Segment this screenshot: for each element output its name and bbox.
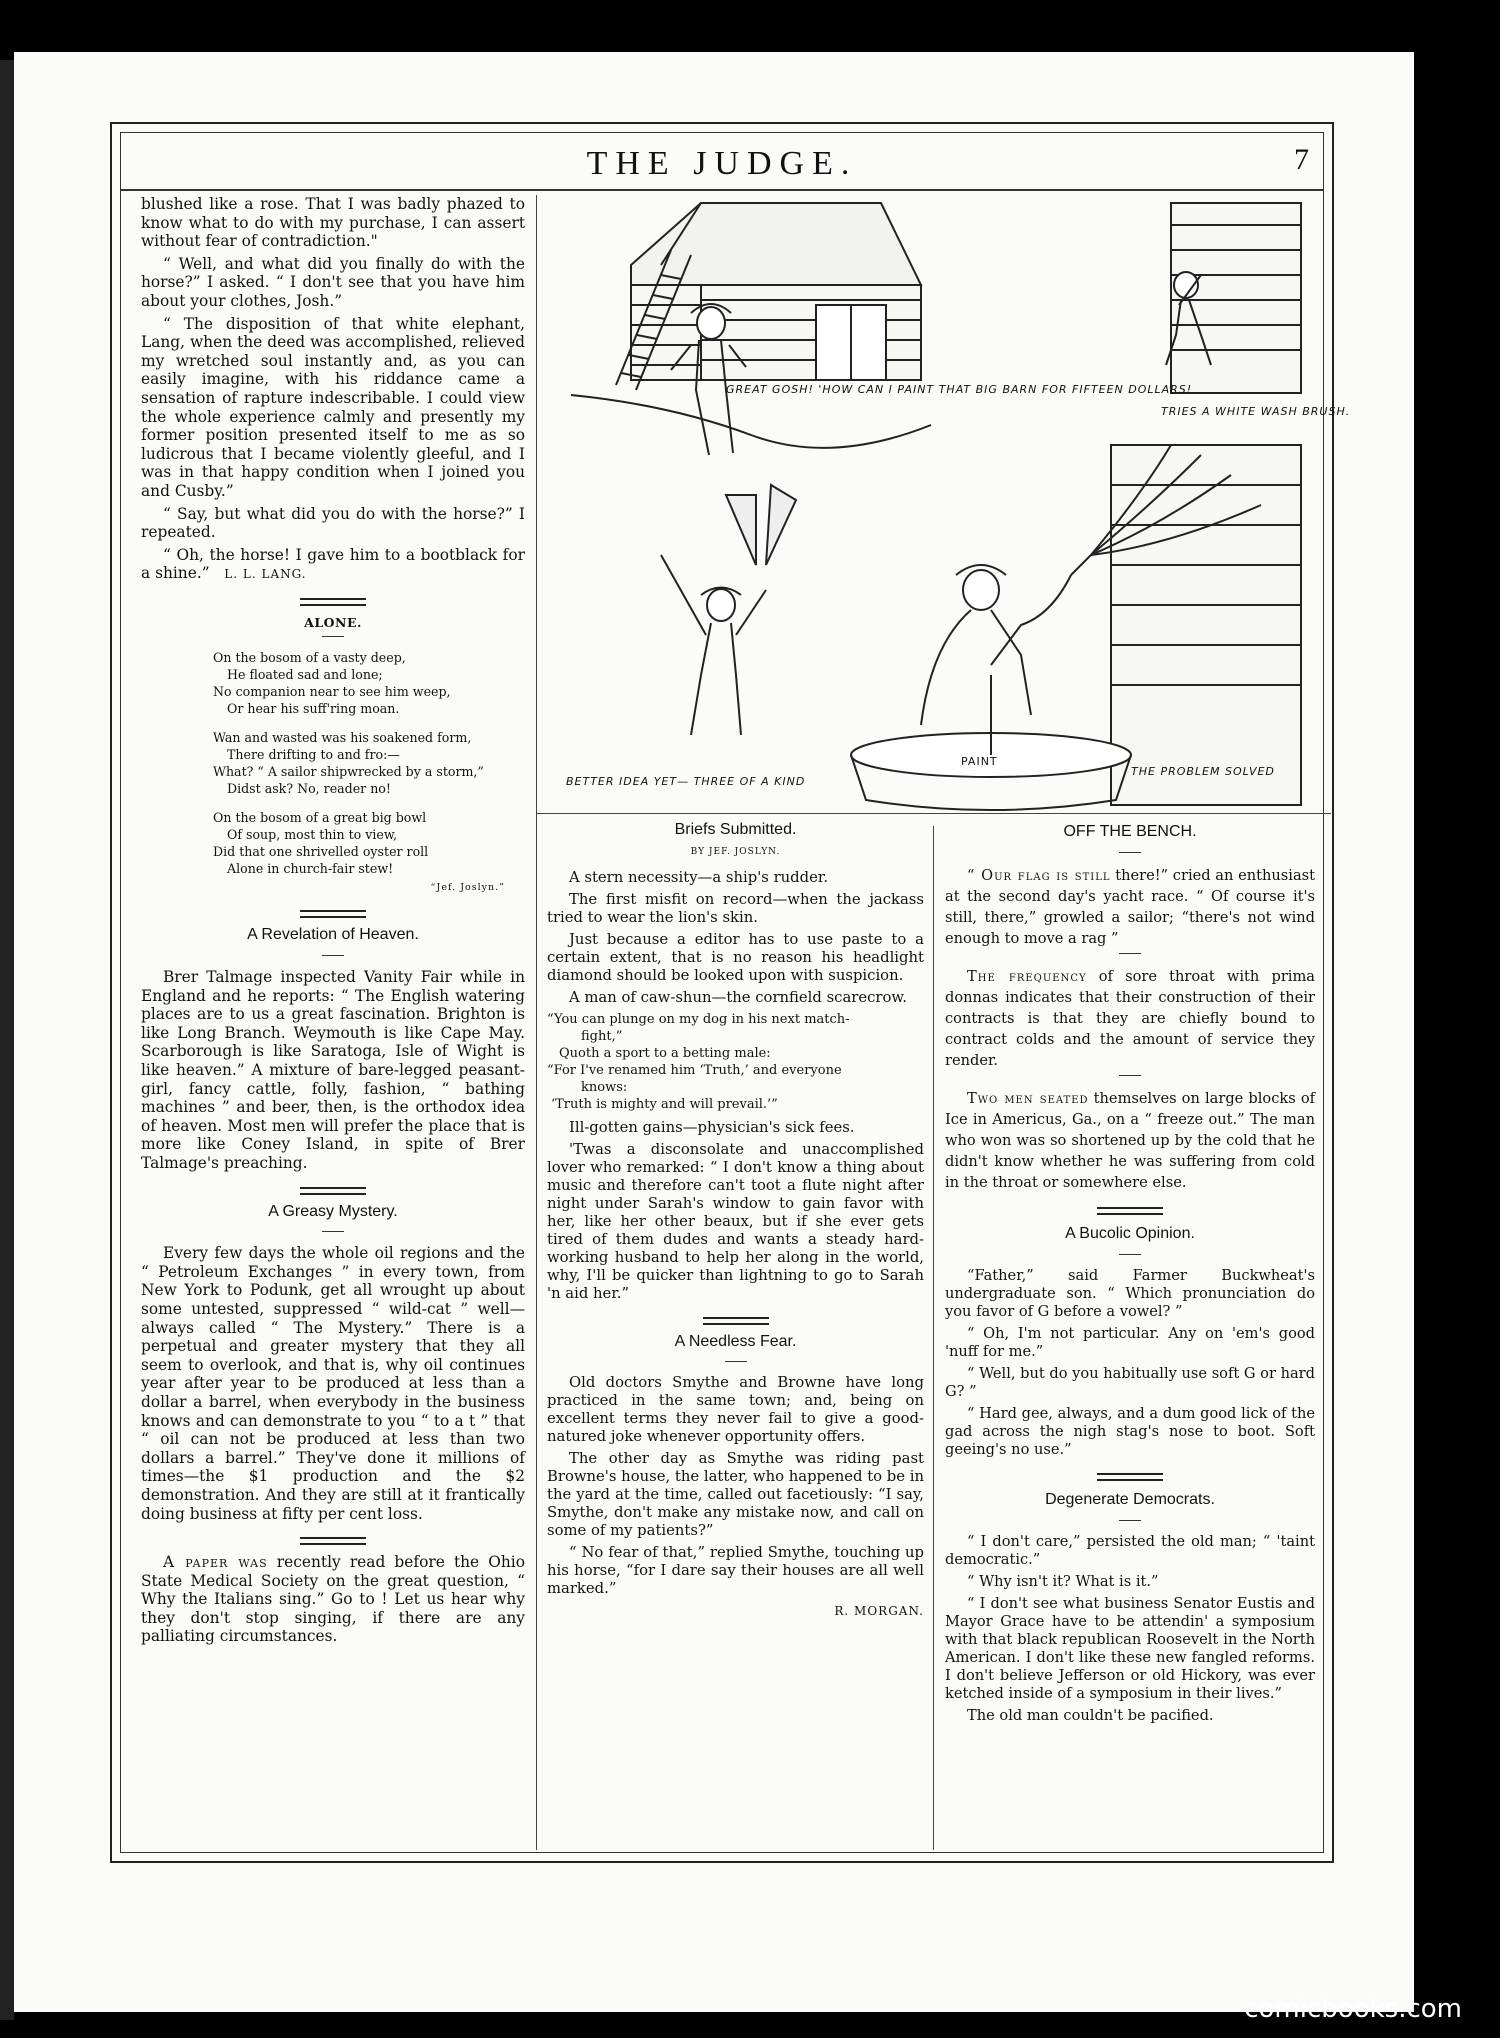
section-divider [300, 598, 366, 606]
article-title: A Needless Fear. [674, 1333, 797, 1350]
page-header [121, 133, 1323, 191]
cartoon-illustration [551, 195, 1351, 815]
article-paragraph: The other day as Smythe was riding past Browne's house, the latter, who happened to be in the yard at the time, called out facetiously: “I say, Smythe, don't make any mistake now, and call on some of my patients?” [547, 1450, 924, 1539]
section-divider [1097, 1473, 1163, 1481]
degenerate-dialogue: “ I don't care,” persisted the old man; “ 'taint democratic.” “ Why isn't it? What is it.” “ I don't see what business Senator Eustis and Mayor Grace have to be attendin' a symposium with that black republican Roosevelt in the North American. I don't like these new fangled reforms. I don't believe Jefferson or old Hickory, was ever ketched inside of a symposium in their lives.” The old man couldn't be pacified. [945, 1533, 1315, 1724]
section-divider [1097, 1207, 1163, 1215]
binding-spine [0, 60, 14, 2020]
poem-stanza: On the bosom of a vasty deep, He floated sad and lone; No companion near to see him weep, Or hear his suff'ring moan. [213, 650, 451, 717]
article-paragraph: Two men seated themselves on large blocks of Ice in Americus, Ga., on a “ freeze out.” The man who won was so shortened up by the cold that he didn't know whether he was suffering from cold in the throat or somewhere else. [945, 1090, 1316, 1191]
poem-alone [141, 649, 525, 896]
article-title: OFF THE BENCH. [1063, 823, 1197, 840]
brief-item: Ill-gotten gains—physician's sick fees. [569, 1119, 855, 1136]
page-frame [110, 122, 1351, 1863]
title-rule [725, 1361, 747, 1362]
article-title: A Greasy Mystery. [268, 1202, 398, 1220]
article-byline: BY JEF. JOSLYN. [690, 847, 781, 857]
cartoon-drawing [551, 195, 1351, 815]
title-rule [1119, 1520, 1141, 1521]
section-divider [300, 1537, 366, 1545]
poem-title: ALONE. [304, 614, 362, 630]
brief-item: A stern necessity—a ship's rudder. [569, 869, 829, 886]
title-rule [322, 636, 344, 637]
poem-byline: “Jef. Joslyn.” [430, 882, 505, 894]
section-divider [300, 910, 366, 918]
story-byline: L. L. LANG. [224, 567, 307, 582]
cartoon-caption-top: GREAT GOSH! 'HOW CAN I PAINT THAT BIG BARN FOR FIFTEEN DOLLARS! [726, 383, 1193, 396]
cartoon-caption-left: BETTER IDEA YET— THREE OF A KIND [566, 775, 806, 788]
brief-item: Just because a editor has to use paste to a certain extent, that is no reason his headlight diamond should be looked upon with suspicion. [547, 931, 924, 984]
item-rule [1119, 953, 1141, 954]
poem-stanza: Wan and wasted was his soakened form, There drifting to and fro:— What? “ A sailor shipwrecked by a storm,” Didst ask? No, reader no! [213, 730, 484, 797]
story-paragraph: “ Say, but what did you do with the horse?” I repeated. [141, 504, 525, 542]
column-middle [547, 819, 924, 1620]
article-title: Degenerate Democrats. [1045, 1491, 1215, 1508]
article-title: Briefs Submitted. [674, 821, 797, 838]
column-left [141, 195, 525, 1650]
cartoon-caption-right: TRIES A WHITE WASH BRUSH. [1161, 405, 1351, 418]
article-paragraph: “ Our flag is still there!” cried an enthusiast at the second day's yacht race. “ Of course it's still, there,” growled a sailor; “there's not wind enough to move a rag ” [945, 867, 1316, 947]
cartoon-bottom-rule [537, 813, 1331, 814]
poem-stanza: On the bosom of a great big bowl Of soup, most thin to view, Did that one shrivelled oyster roll Alone in church-fair stew! [213, 810, 429, 877]
article-byline: R. MORGAN. [834, 1604, 924, 1618]
brief-item: 'Twas a disconsolate and unaccomplished lover who remarked: “ I don't know a thing about music and therefore can't toot a flute night after night under Sarah's window to gain favor with her, like her other beaux, but if she ever gets tired of them dudes and wants a steady hard-working husband to help her along in the world, why, I'll be quicker than lightning to go to Sarah 'n aid her.” [547, 1141, 924, 1302]
brief-item: A man of caw-shun—the cornfield scarecrow. [569, 989, 908, 1006]
article-paragraph: A paper was recently read before the Ohio State Medical Society on the great question, “ Why the Italians sing.” Go to ! Let us hear why they don't stop singing, if there are any palliating circumstances. [141, 1553, 525, 1646]
bucolic-dialogue: “Father,” said Farmer Buckwheat's undergraduate son. “ Which pronunciation do you favor of G before a vowel? ” “ Oh, I'm not particular. Any on 'em's good 'nuff for me.” “ Well, but do you habitually use soft G or hard G? ” “ Hard gee, always, and a dum good lick of the gad across the nigh stag's nose to boot. Soft geeing's no use.” [945, 1267, 1315, 1458]
site-watermark: comicbooks.com [1244, 1994, 1462, 2024]
article-paragraph: “ No fear of that,” replied Smythe, touching up his horse, “for I dare say their houses are all well marked.” [547, 1544, 924, 1597]
title-rule [322, 955, 344, 956]
article-paragraph: Brer Talmage inspected Vanity Fair while in England and he reports: “ The English watering places are to us a great fascination. Brighton is like Long Branch. Weymouth is like Cape May. Scarborough is like Saratoga, Isle of Wight is like heaven.” A mixture of bare-legged peasant-girl, fancy cattle, folly, fashion, “ bathing machines ” and beer, then, is the orthodox idea of heaven. Most men will prefer the place that is more like Coney Island, in spite of Brer Talmage's preaching. [141, 968, 525, 1172]
story-paragraph: “ Oh, the horse! I gave him to a bootblack for a shine.” L. L. LANG. [141, 545, 525, 583]
story-paragraph: “ Well, and what did you finally do with the horse?” I asked. “ I don't see that you have him about your clothes, Josh.” [141, 254, 525, 310]
article-title: A Bucolic Opinion. [1065, 1225, 1195, 1242]
title-rule [1119, 852, 1141, 853]
section-divider [703, 1317, 769, 1325]
page-inner-frame [120, 132, 1351, 1853]
title-rule [1119, 1254, 1141, 1255]
story-paragraph: “ The disposition of that white elephant, Lang, when the deed was accomplished, relieved my wretched soul instantly and, as you can easily imagine, with his riddance came a sensation of rapture indescribable. I could view the whole experience calmly and presently my former position presented itself to me as so ludicrous that I became violently gleeful, and I was in that happy condition when I joined you and Cusby.” [141, 314, 525, 500]
masthead: THE JUDGE. [586, 145, 858, 182]
page-number: 7 [1294, 143, 1309, 176]
cartoon-caption-paint: PAINT [961, 755, 998, 768]
story-paragraph: blushed like a rose. That I was badly phazed to know what to do with my purchase, I can assert without fear of contradiction." [141, 195, 525, 251]
column-rule [933, 826, 934, 1850]
article-paragraph: Every few days the whole oil regions and the “ Petroleum Exchanges ” in every town, from New York to Podunk, get all wrought up about some untested, suppressed “ wild-cat ” well—always called “ The Mystery.” There is a perpetual and greater mystery that they all seem to overlook, and that is, why oil continues year after year to be produced at less than a dollar a barrel, when everybody in the business knows and can demonstrate to you “ to a t ” that “ oil can not be produced at less than two dollars a barrel.” They've done it millions of times—the $1 production and the $2 demonstration. And they are still at it frantically doing business at fifty per cent loss. [141, 1244, 525, 1523]
title-rule [322, 1231, 344, 1232]
cartoon-caption-solved: THE PROBLEM SOLVED [1131, 765, 1275, 778]
article-paragraph: Old doctors Smythe and Browne have long practiced in the same town; and, being on excellent terms they never fail to give a good-natured joke whenever opportunity offers. [547, 1374, 924, 1445]
column-rule [536, 195, 537, 1850]
article-paragraph: The frequency of sore throat with prima donnas indicates that their construction of their contracts is that they are chiefly bound to contract colds and the amount of service they render. [945, 968, 1315, 1069]
brief-item: The first misfit on record—when the jackass tried to wear the lion's skin. [547, 891, 924, 926]
article-title: A Revelation of Heaven. [247, 926, 419, 944]
section-divider [300, 1187, 366, 1195]
column-right [945, 819, 1315, 1729]
brief-verse: “You can plunge on my dog in his next match- fight,” Quoth a sport to a betting male: “For I've renamed him ‘Truth,’ and everyone knows: ‘Truth is mighty and will prevail.’” [547, 1012, 850, 1112]
item-rule [1119, 1075, 1141, 1076]
